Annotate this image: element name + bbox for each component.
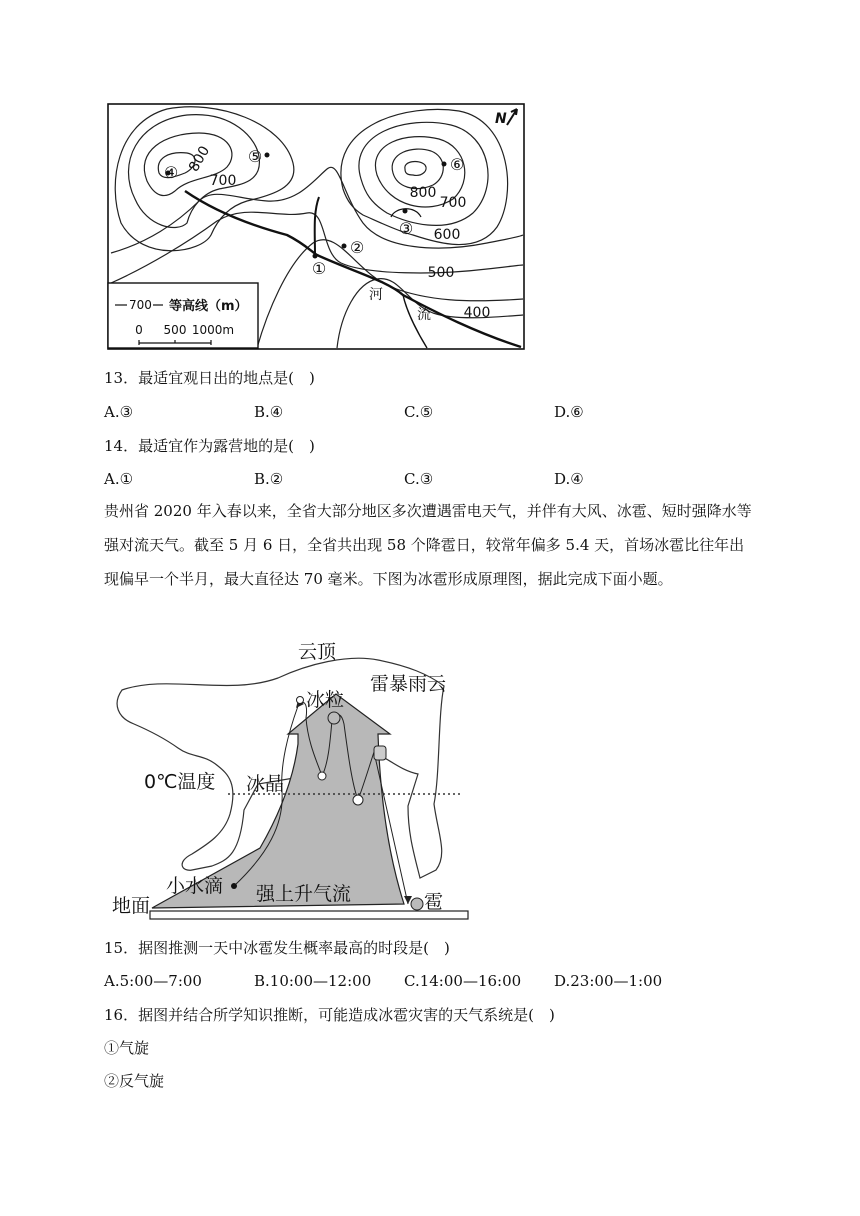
point-label: ① [311, 259, 327, 278]
point-label: ⑤ [247, 147, 263, 166]
passage: 贵州省 2020 年入春以来，全省大部分地区多次遭遇雷电天气，并伴有大风、冰雹、短时强降水等强对流天气。截至 5 月 6 日，全省共出现 58 个降雹日，较常年偏多 5.4 天，首场冰雹比往年出现偏早一个半月，最大直径达 70 毫米。下图为冰雹形成原理图，据此完成下面小题。 [104, 502, 752, 588]
option-a: A.③ [104, 403, 134, 421]
river-label: 流 [417, 307, 431, 323]
contour-label: 800 [185, 143, 214, 175]
legend-line-value: 700 [129, 298, 152, 312]
zero-temp-label: 0℃温度 [144, 771, 216, 793]
hail-diagram [108, 634, 474, 924]
legend-title: 等高线（m） [169, 299, 248, 314]
ice-crystal-label: 冰晶 [246, 773, 285, 795]
updraft-label: 强上升气流 [256, 883, 352, 905]
contour-label: 500 [427, 265, 455, 281]
scale-label: 0 [135, 323, 143, 337]
option-c: C.③ [404, 470, 434, 488]
storm-cloud-label: 雷暴雨云 [370, 673, 447, 695]
item-2: ②反气旋 [104, 1072, 165, 1090]
contour-label: 400 [463, 305, 491, 321]
contour-label: 700 [439, 195, 467, 211]
option-b: B.② [254, 470, 284, 488]
contour-label: 800 [409, 185, 437, 201]
contour-map [107, 103, 525, 350]
ice-grain-label: 冰粒 [306, 689, 345, 711]
point-label: ② [349, 238, 365, 257]
question-13: 13．最适宜观日出的地点是( ) [104, 369, 315, 387]
option-d: D.23:00—1:00 [554, 972, 663, 990]
ground-label: 地面 [112, 895, 151, 917]
question-14: 14．最适宜作为露营地的是( ) [104, 437, 315, 455]
scale-label: 500 [163, 323, 187, 337]
option-a: A.5:00—7:00 [104, 972, 202, 990]
option-d: D.④ [554, 470, 584, 488]
river-label: 河 [369, 287, 383, 303]
north-label: N [495, 111, 507, 127]
option-d: D.⑥ [554, 403, 584, 421]
hail-label: 雹 [424, 891, 444, 913]
item-1: ①气旋 [104, 1039, 150, 1057]
contour-label: 600 [433, 227, 461, 243]
droplet-label: 小水滴 [166, 875, 224, 897]
question-15: 15．据图推测一天中冰雹发生概率最高的时段是( ) [104, 939, 450, 957]
contour-label: 700 [209, 173, 237, 189]
point-label: ⑥ [449, 155, 465, 174]
option-c: C.⑤ [404, 403, 434, 421]
option-c: C.14:00—16:00 [404, 972, 522, 990]
point-label: ③ [398, 219, 414, 238]
option-a: A.① [104, 470, 134, 488]
cloud-top-label: 云顶 [298, 641, 337, 663]
point-label: ④ [163, 163, 179, 182]
question-16: 16．据图并结合所学知识推断，可能造成冰雹灾害的天气系统是( ) [104, 1006, 555, 1024]
scale-label: 1000m [191, 323, 235, 337]
option-b: B.④ [254, 403, 284, 421]
option-b: B.10:00—12:00 [254, 972, 372, 990]
